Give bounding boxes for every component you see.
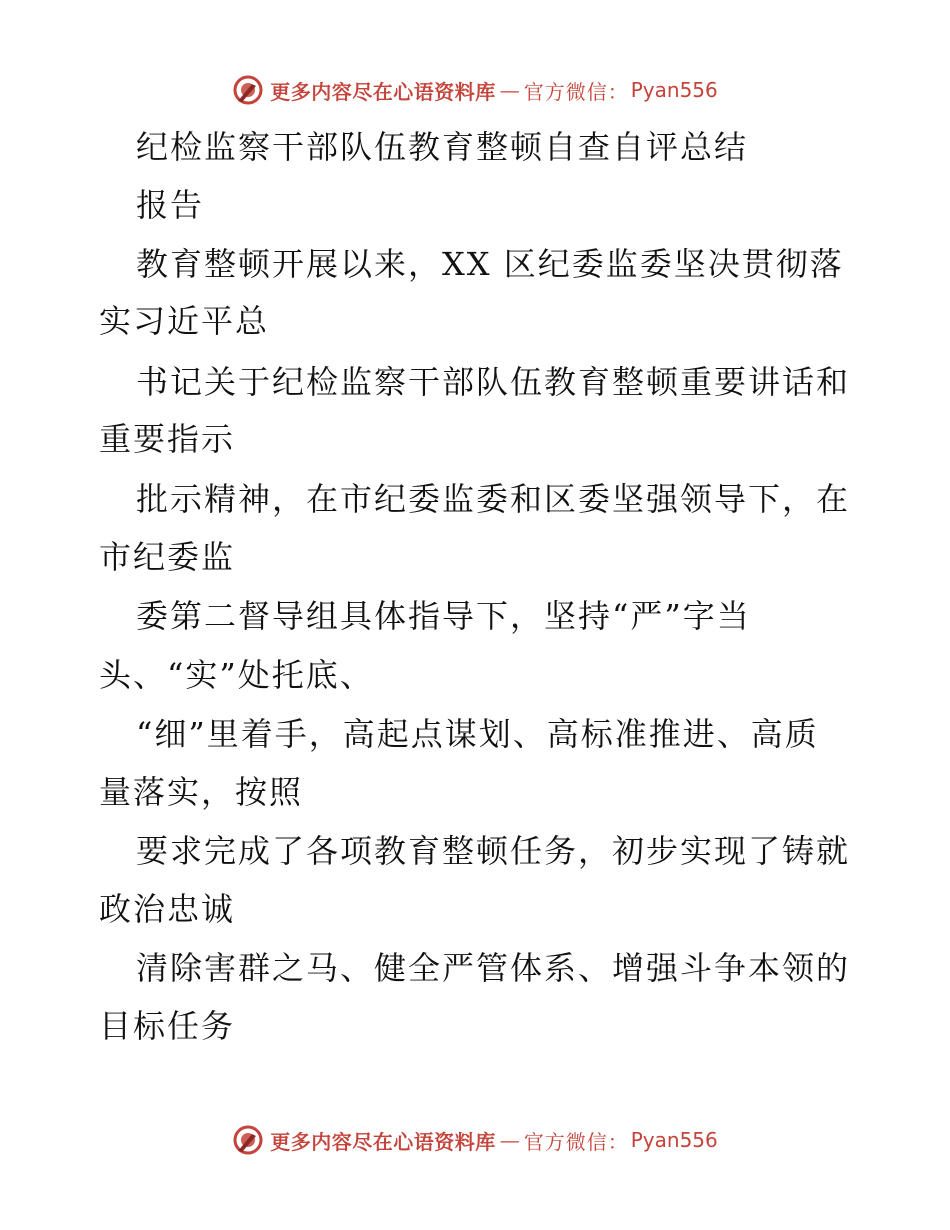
text-line: 重要指示 — [99, 420, 236, 458]
watermark-sub-text: 官方微信： — [523, 79, 629, 104]
text-line: 头、“实”处托底、 — [99, 656, 374, 694]
watermark-main-text: 更多内容尽在心语资料库 — [270, 1129, 496, 1154]
text-line: 书记关于纪检监察干部队伍教育整顿重要讲话和 — [136, 363, 851, 401]
text-line: 批示精神，在市纪委监委和区委坚强领导下，在 — [136, 480, 851, 518]
text-line: “细”里着手，高起点谋划、高标准推进、高质 — [136, 715, 819, 753]
text-line: 量落实，按照 — [99, 773, 304, 811]
text-line: 教育整顿开展以来，XX 区纪委监委坚决贯彻落 — [136, 245, 844, 283]
text-line: 要求完成了各项教育整顿任务，初步实现了铸就 — [136, 832, 851, 870]
watermark-sub-text: 官方微信： — [523, 1129, 629, 1154]
watermark-id: Pyan556 — [630, 78, 718, 102]
text-line: 实习近平总 — [99, 302, 270, 340]
quill-logo-icon — [232, 1124, 264, 1156]
footer-watermark — [0, 1124, 950, 1156]
text-line: 委第二督导组具体指导下，坚持“严”字当 — [136, 597, 751, 635]
watermark-id: Pyan556 — [630, 1128, 718, 1152]
text-line: 市纪委监 — [99, 538, 236, 576]
text-line: 政治忠诚 — [99, 890, 236, 928]
title-line-2: 报告 — [136, 186, 205, 224]
text-line: 目标任务 — [99, 1007, 236, 1045]
watermark-separator: — — [499, 78, 520, 102]
watermark-main-text: 更多内容尽在心语资料库 — [270, 79, 496, 104]
watermark-separator: — — [499, 1128, 520, 1152]
title-line-1: 纪检监察干部队伍教育整顿自查自评总结 — [136, 128, 749, 166]
text-line: 清除害群之马、健全严管体系、增强斗争本领的 — [136, 949, 851, 987]
